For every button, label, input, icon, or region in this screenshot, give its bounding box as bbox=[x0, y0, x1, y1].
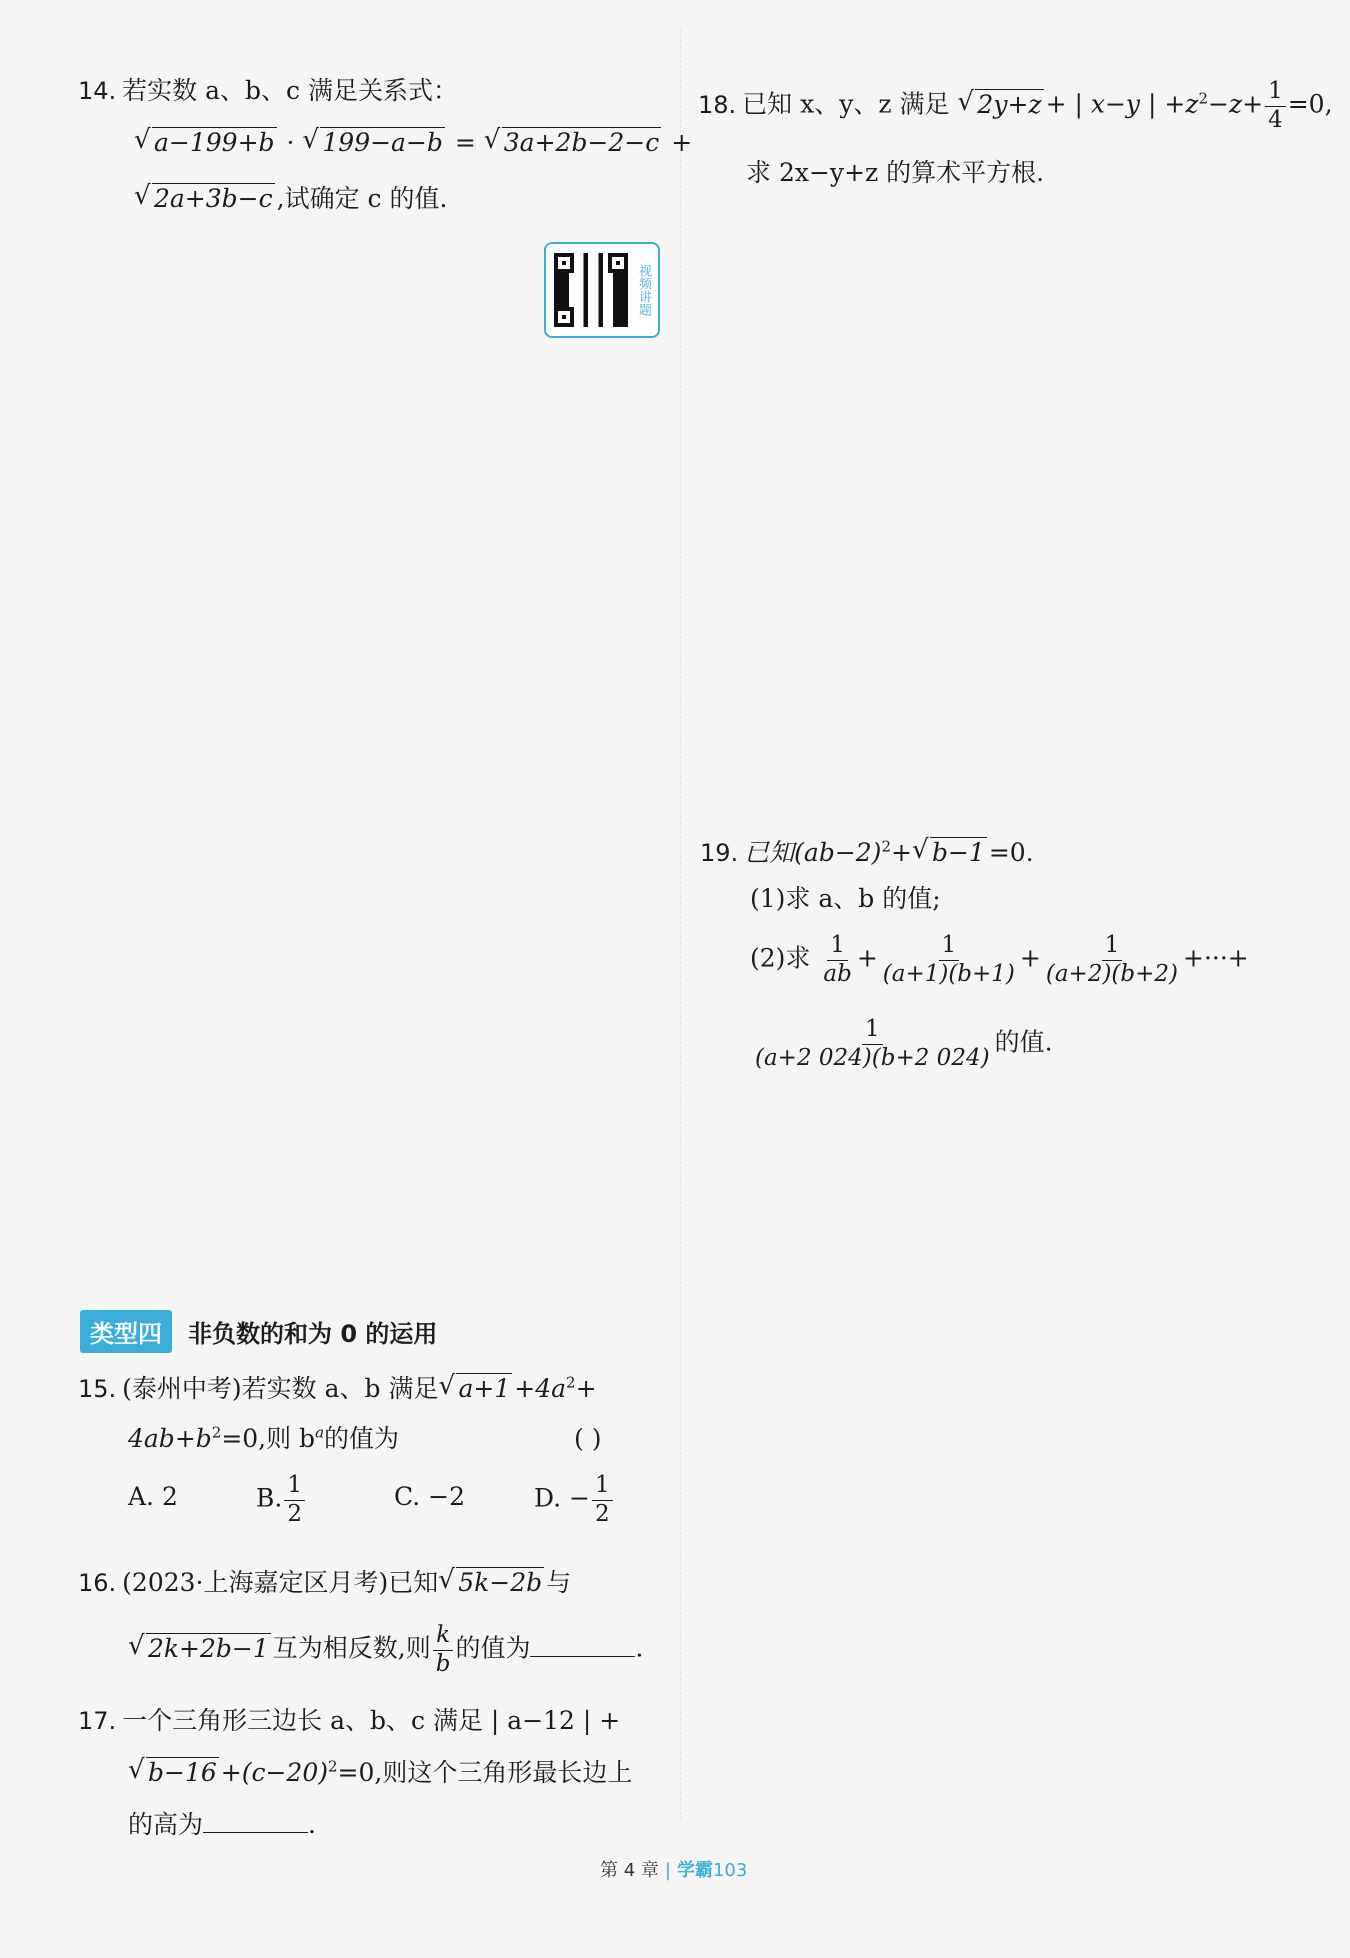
options-row bbox=[128, 1480, 178, 1514]
problem-14 bbox=[78, 74, 693, 234]
ellipsis: +···+ bbox=[1183, 943, 1249, 973]
radical: √ b−16 bbox=[128, 1756, 219, 1790]
problem-text: (泰州中考)若实数 a、b 满足 bbox=[122, 1374, 439, 1403]
problem-text: 求 2x−y+z 的算术平方根. bbox=[746, 158, 1045, 187]
fraction: $\frac{1}{ab}$ bbox=[823, 932, 852, 987]
math-text: +(c−20) bbox=[220, 1758, 328, 1787]
dot-operator: · bbox=[286, 128, 295, 157]
plus: + bbox=[1019, 943, 1041, 973]
fraction: $\frac{k}{b}$ bbox=[433, 1622, 454, 1678]
math-text: + | x−y | +z bbox=[1045, 89, 1199, 119]
fraction: $\frac{1}{(a+1)(b+1)}$ bbox=[882, 932, 1015, 987]
plus: + bbox=[671, 128, 693, 157]
problem-text: 互为相反数,则 bbox=[272, 1633, 431, 1663]
option-c[interactable]: C. −2 bbox=[394, 1482, 465, 1511]
answer-blank[interactable] bbox=[203, 1812, 308, 1833]
problem-16 bbox=[78, 1566, 668, 1686]
math-text: 4ab+b bbox=[128, 1424, 212, 1453]
brand-name: 学霸 bbox=[676, 1860, 713, 1881]
option-d-label: D. − bbox=[534, 1483, 590, 1513]
problem-15 bbox=[78, 1372, 668, 1552]
fraction: $\frac{1}{(a+2)(b+2)}$ bbox=[1045, 932, 1178, 987]
subquestion-2-label: (2)求 bbox=[750, 943, 811, 973]
radical: √ a+1 bbox=[438, 1372, 512, 1406]
radical: √ 2k+2b−1 bbox=[128, 1632, 271, 1666]
option-d[interactable] bbox=[534, 1472, 615, 1528]
problem-18 bbox=[698, 78, 1333, 208]
chapter-label: 第 4 章 bbox=[600, 1860, 659, 1881]
problem-text: 已知 x、y、z 满足 bbox=[742, 89, 950, 119]
option-a[interactable]: A. 2 bbox=[128, 1482, 178, 1511]
problem-text: 的值. bbox=[994, 1027, 1053, 1057]
radical: √ 2y+z bbox=[957, 88, 1043, 122]
qr-code-video[interactable] bbox=[544, 242, 660, 338]
period: . bbox=[635, 1633, 644, 1663]
math-text: =0. bbox=[988, 838, 1034, 867]
problem-17 bbox=[78, 1704, 668, 1854]
page-number: 103 bbox=[712, 1860, 748, 1881]
problem-text: 的高为 bbox=[128, 1810, 204, 1839]
problem-text: 一个三角形三边长 a、b、c 满足 | a−12 | + bbox=[122, 1706, 621, 1735]
radical: √ 5k−2b bbox=[438, 1566, 544, 1600]
radical: √ 3a+2b−2−c bbox=[484, 126, 661, 160]
radical: √ 2a+3b−c bbox=[134, 182, 275, 216]
problem-number: 15. bbox=[78, 1375, 117, 1403]
problem-text: ,试确定 c 的值. bbox=[276, 184, 448, 213]
exponent: 2 bbox=[566, 1373, 576, 1392]
option-b[interactable] bbox=[256, 1472, 307, 1528]
problem-text: (2023·上海嘉定区月考)已知 bbox=[122, 1568, 439, 1597]
exponent: 2 bbox=[327, 1757, 338, 1776]
problem-text: 与 bbox=[546, 1568, 572, 1597]
qr-code-icon bbox=[554, 253, 628, 327]
problem-number: 14. bbox=[78, 77, 117, 105]
math-text: −z+ bbox=[1208, 89, 1264, 119]
problem-text: 的值为 bbox=[455, 1633, 531, 1663]
footer-separator: | bbox=[664, 1860, 671, 1881]
problem-text: =0,则这个三角形最长边上 bbox=[337, 1758, 633, 1787]
equals: = bbox=[454, 128, 476, 157]
page-footer bbox=[600, 1856, 747, 1882]
fraction: $\frac{1}{2}$ bbox=[284, 1472, 305, 1528]
problem-number: 18. bbox=[698, 90, 737, 119]
section-title: 非负数的和为 0 的运用 bbox=[188, 1320, 438, 1348]
answer-parentheses[interactable]: ( ) bbox=[574, 1424, 602, 1453]
fraction: $\frac{1}{(a+2 024)(b+2 024)}$ bbox=[755, 1016, 990, 1071]
exponent: 2 bbox=[211, 1423, 222, 1442]
problem-text: 的值为 bbox=[324, 1424, 400, 1453]
option-b-label: B. bbox=[256, 1483, 283, 1513]
math-text: 已知(ab−2) bbox=[744, 838, 882, 867]
section-header bbox=[80, 1310, 437, 1353]
problem-number: 19. bbox=[700, 839, 739, 867]
math-text: =0, bbox=[1287, 89, 1333, 119]
period: . bbox=[308, 1810, 316, 1839]
qr-label: 视频讲题 bbox=[636, 264, 651, 316]
problem-text: 若实数 a、b、c 满足关系式： bbox=[122, 76, 458, 105]
radical: √ b−1 bbox=[912, 836, 987, 870]
subquestion-1: (1)求 a、b 的值; bbox=[750, 884, 941, 913]
problem-number: 16. bbox=[78, 1569, 117, 1597]
problem-19 bbox=[700, 836, 1300, 1096]
radical: √ 199−a−b bbox=[302, 126, 445, 160]
fraction: $\frac{1}{2}$ bbox=[592, 1472, 613, 1528]
math-text: +4a bbox=[514, 1374, 567, 1403]
exponent: 2 bbox=[881, 837, 891, 856]
answer-blank[interactable] bbox=[530, 1636, 635, 1657]
problem-number: 17. bbox=[78, 1707, 117, 1735]
radical: √ a−199+b bbox=[134, 126, 277, 160]
plus: + bbox=[575, 1374, 597, 1403]
exponent: 2 bbox=[1198, 89, 1208, 108]
column-divider bbox=[680, 30, 681, 1820]
plus: + bbox=[891, 838, 912, 867]
fraction: $\frac{1}{4}$ bbox=[1265, 78, 1286, 134]
plus: + bbox=[856, 943, 878, 973]
math-text: =0,则 b bbox=[221, 1424, 316, 1453]
exponent: a bbox=[315, 1423, 325, 1442]
section-badge: 类型四 bbox=[80, 1310, 172, 1353]
